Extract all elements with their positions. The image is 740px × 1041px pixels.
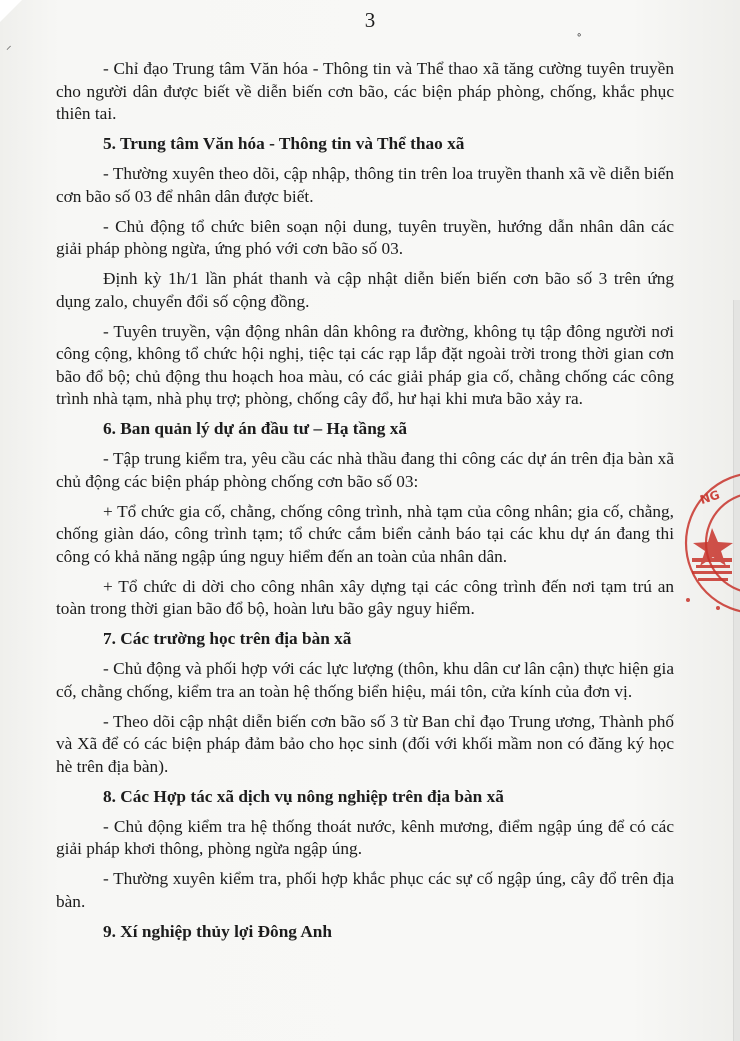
seal-text-fragment: NG xyxy=(698,487,722,508)
document-body xyxy=(56,58,674,951)
paragraph: + Tổ chức gia cố, chằng, chống công trình, nhà tạm của công nhân; gia cố, chằng, chống giàn dáo, công trình tạm; tổ chức cắm biển cảnh báo tại các khu dự án đang thi công có khả năng ngập úng nguy hiểm đến an toàn của nhân dân. xyxy=(56,501,674,566)
page-number: 3 xyxy=(364,8,376,32)
section-heading: 7. Các trường học trên địa bàn xã xyxy=(103,629,352,648)
paragraph: - Chỉ đạo Trung tâm Văn hóa - Thông tin và Thể thao xã tăng cường tuyên truyền cho người dân được biết về diễn biến cơn bão, các biện pháp phòng, chống, khắc phục thiên tai. xyxy=(56,59,674,123)
paragraph: - Chủ động và phối hợp với các lực lượng (thôn, khu dân cư lân cận) thực hiện gia cố, chằng chống, kiểm tra an toàn hệ thống biển hiệu, mái tôn, cửa kính của đơn vị. xyxy=(56,659,674,701)
paragraph: - Tuyên truyền, vận động nhân dân không ra đường, không tụ tập đông người nơi công cộng, không tổ chức hội nghị, tiệc tại các rạp lắp đặt ngoài trời trong thời gian cơn bão đổ bộ; chủ động thu hoạch hoa màu, có các giải pháp gia cố, chằng chống các công trình nhà tạm, nhà phụ trợ; phòng, chống cây đổ, hư hại khi mưa bão xảy ra. xyxy=(56,321,674,408)
section-heading: 9. Xí nghiệp thủy lợi Đông Anh xyxy=(103,921,333,941)
section-heading: 8. Các Hợp tác xã dịch vụ nông nghiệp trên địa bàn xã xyxy=(103,786,504,806)
paragraph: - Thường xuyên theo dõi, cập nhập, thông tin trên loa truyền thanh xã về diễn biến cơn bão số 03 để nhân dân được biết. xyxy=(56,164,674,206)
paragraph: + Tổ chức di dời cho công nhân xây dựng tại các công trình đến nơi tạm trú an toàn trong thời gian bão đổ bộ, hoàn lưu bão gây nguy hiểm. xyxy=(56,576,674,618)
official-red-seal xyxy=(678,470,740,616)
page-edge-shadow xyxy=(733,300,740,1041)
section-heading: 6. Ban quản lý dự án đầu tư – Hạ tầng xã xyxy=(103,419,408,438)
scan-speck: ⸝ xyxy=(6,39,12,52)
paragraph: - Tập trung kiểm tra, yêu cầu các nhà thầu đang thi công các dự án trên địa bàn xã chủ động các biện pháp phòng chống cơn bão số 03: xyxy=(56,449,674,491)
seal-graphic xyxy=(678,470,740,616)
paragraph: - Chủ động tổ chức biên soạn nội dung, tuyên truyền, hướng dẫn nhân dân các giải pháp phòng ngừa, ứng phó với cơn bão số 03. xyxy=(56,216,674,258)
paragraph: - Chủ động kiểm tra hệ thống thoát nước, kênh mương, điểm ngập úng để có các giải pháp khơi thông, phòng ngừa ngập úng. xyxy=(56,816,674,858)
section-heading: 5. Trung tâm Văn hóa - Thông tin và Thể thao xã xyxy=(103,134,465,153)
paragraph: - Thường xuyên kiểm tra, phối hợp khắc phục các sự cố ngập úng, cây đổ trên địa bàn. xyxy=(56,869,674,911)
paragraph: - Theo dõi cập nhật diễn biến cơn bão số 3 từ Ban chỉ đạo Trung ương, Thành phố và Xã để có các biện pháp đảm bảo cho học sinh (đối với khối mầm non có đăng ký học hè trên địa bàn). xyxy=(56,711,674,776)
scan-speck: ∘ xyxy=(576,30,583,41)
paragraph: Định kỳ 1h/1 lần phát thanh và cập nhật diễn biến biến cơn bão số 3 trên ứng dụng zalo, chuyển đổi số cộng đồng. xyxy=(56,269,674,311)
